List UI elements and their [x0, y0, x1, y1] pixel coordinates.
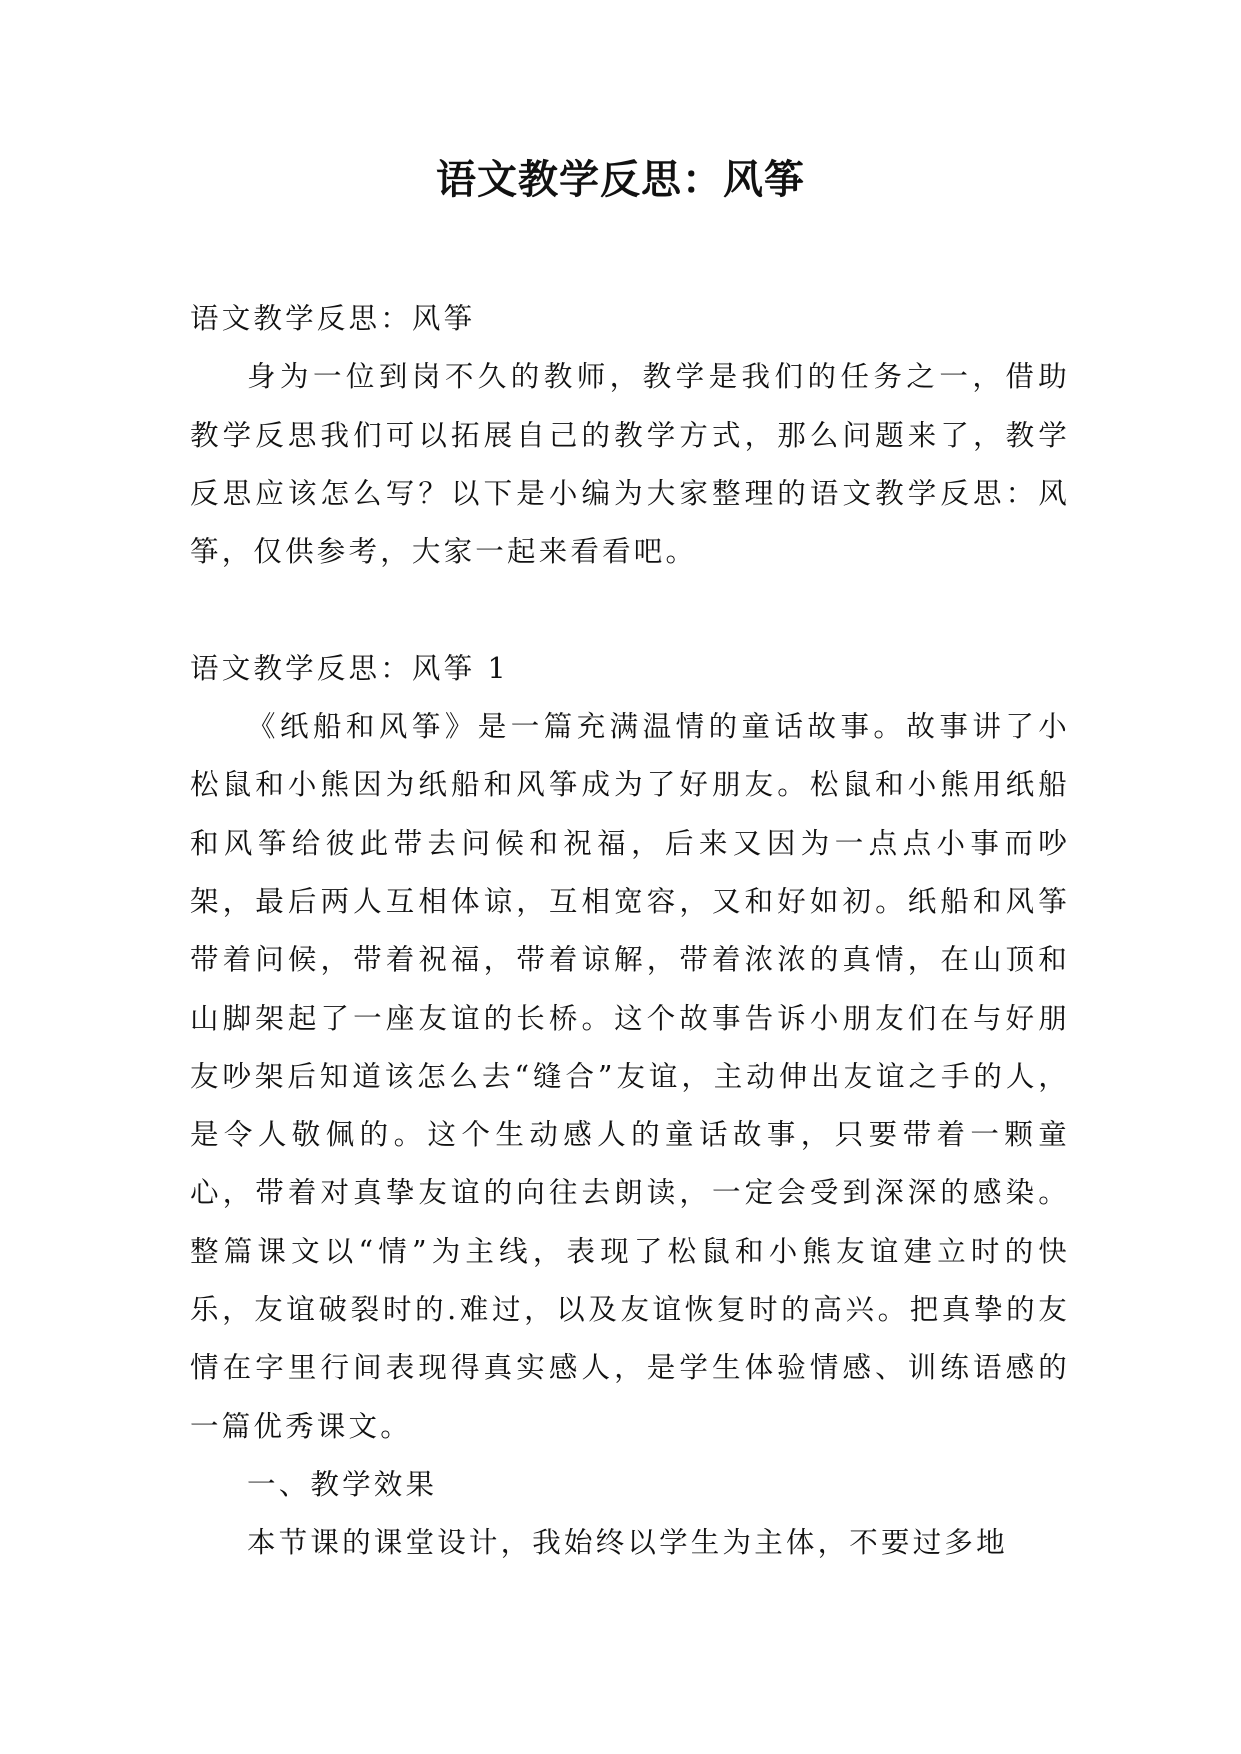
intro-heading: 语文教学反思：风筝	[190, 302, 476, 335]
document-title: 语文教学反思：风筝	[436, 156, 805, 203]
paragraph-spacer	[190, 581, 1070, 639]
intro-paragraph: 身为一位到岗不久的教师，教学是我们的任务之一，借助教学反思我们可以拓展自己的教学方式，那么问题来了，教学反思应该怎么写？以下是小编为大家整理的语文教学反思：风筝，仅供参考，大家一起来看看吧。	[190, 360, 1070, 569]
teaching-effect-heading: 一、教学效果	[247, 1467, 438, 1501]
document-body	[190, 290, 1070, 1573]
paragraph-2: 本节课的课堂设计，我始终以学生为主体，不要过多地	[247, 1526, 1008, 1560]
section-heading-1: 语文教学反思：风筝 1	[190, 651, 509, 685]
paragraph-1: 《纸船和风筝》是一篇充满温情的童话故事。故事讲了小松鼠和小熊因为纸船和风筝成为了好朋友。松鼠和小熊用纸船和风筝给彼此带去问候和祝福，后来又因为一点点小事而吵架，最后两人互相体谅，互相宽容，又和好如初。纸船和风筝带着问候，带着祝福，带着谅解，带着浓浓的真情，在山顶和山脚架起了一座友谊的长桥。这个故事告诉小朋友们在与好朋友吵架后知道该怎么去“缝合”友谊，主动伸出友谊之手的人，是令人敬佩的。这个生动感人的童话故事，只要带着一颗童心，带着对真挚友谊的向往去朗读，一定会受到深深的感染。整篇课文以“情”为主线，表现了松鼠和小熊友谊建立时的快乐，友谊破裂时的.难过，以及友谊恢复时的高兴。把真挚的友情在字里行间表现得真实感人，是学生体验情感、训练语感的一篇优秀课文。	[190, 710, 1070, 1443]
